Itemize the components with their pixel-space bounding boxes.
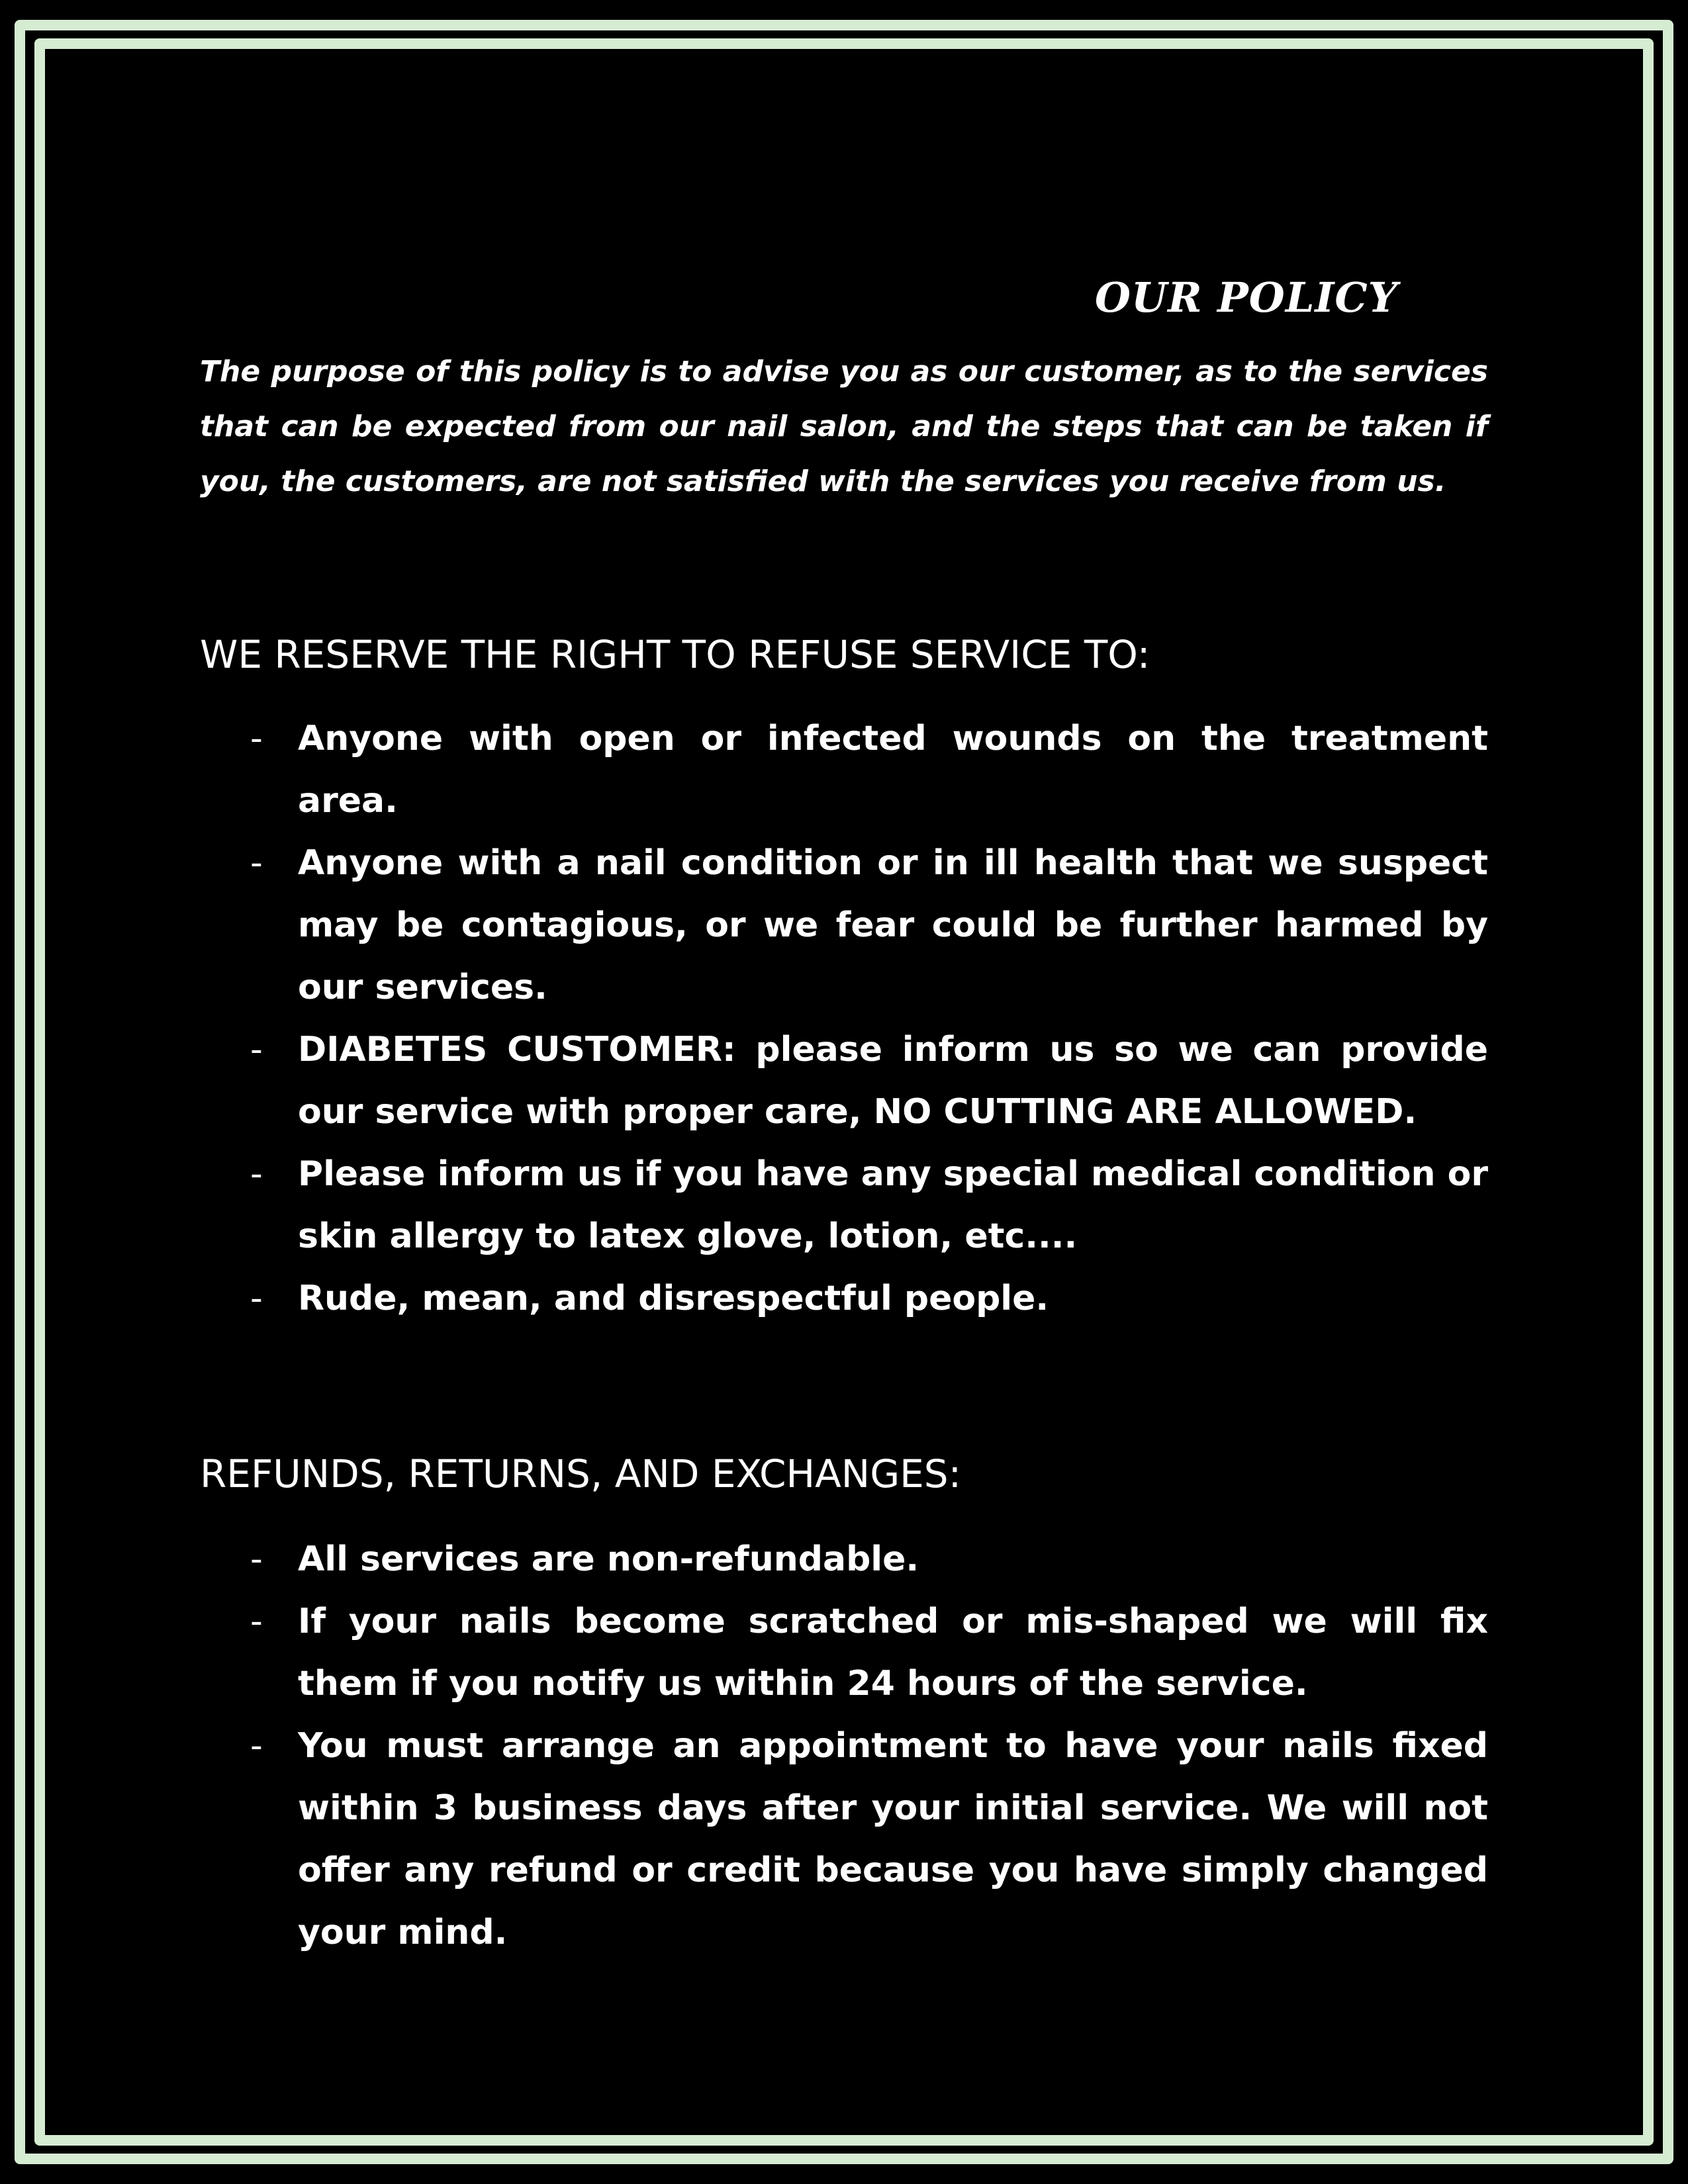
bullet-dash: - [250,1726,263,1766]
policy-title: OUR POLICY [1095,273,1399,322]
bullet-dash: - [250,719,263,758]
list-item-text: DIABETES CUSTOMER: please inform us so we can provide our service with proper care, NO CUTTING ARE ALLOWED. [298,1030,1488,1132]
list-item [200,1528,1488,1590]
refunds-heading: REFUNDS, RETURNS, AND EXCHANGES: [200,1451,962,1496]
list-item [200,1143,1488,1267]
bullet-dash: - [250,1030,263,1069]
policy-intro: The purpose of this policy is to advise you as our customer, as to the services that can be expected from our nail salon, and the steps that can be taken if you, the customers, are not satisfied with the services you receive from us. [200,355,1488,498]
list-item [200,1715,1488,1964]
list-item-text: All services are non-refundable. [298,1539,919,1579]
list-item-text: Anyone with open or infected wounds on the treatment area. [298,719,1488,821]
list-item [200,832,1488,1019]
list-item [200,1267,1488,1330]
list-item [200,1590,1488,1715]
list-item [200,1019,1488,1143]
bullet-dash: - [250,843,263,883]
list-item-text: Rude, mean, and disrespectful people. [298,1279,1049,1318]
list-item-text: Anyone with a nail condition or in ill health that we suspect may be contagious, or we fear could be further harmed by our services. [298,843,1488,1007]
bullet-dash: - [250,1602,263,1641]
bullet-dash: - [250,1154,263,1194]
policy-document [200,271,1488,1964]
bullet-dash: - [250,1539,263,1579]
list-item-text: Please inform us if you have any special medical condition or skin allergy to latex glove, lotion, etc.... [298,1154,1488,1256]
list-item-text: You must arrange an appointment to have your nails fixed within 3 business days after your initial service. We will not offer any refund or credit because you have simply changed your mind. [298,1726,1488,1952]
refuse-service-list [200,707,1488,1330]
bullet-dash: - [250,1279,263,1318]
list-item [200,707,1488,832]
refunds-list [200,1528,1488,1964]
list-item-text: If your nails become scratched or mis-shaped we will fix them if you notify us within 24 hours of the service. [298,1602,1488,1704]
refuse-service-heading: WE RESERVE THE RIGHT TO REFUSE SERVICE TO: [200,632,1150,677]
